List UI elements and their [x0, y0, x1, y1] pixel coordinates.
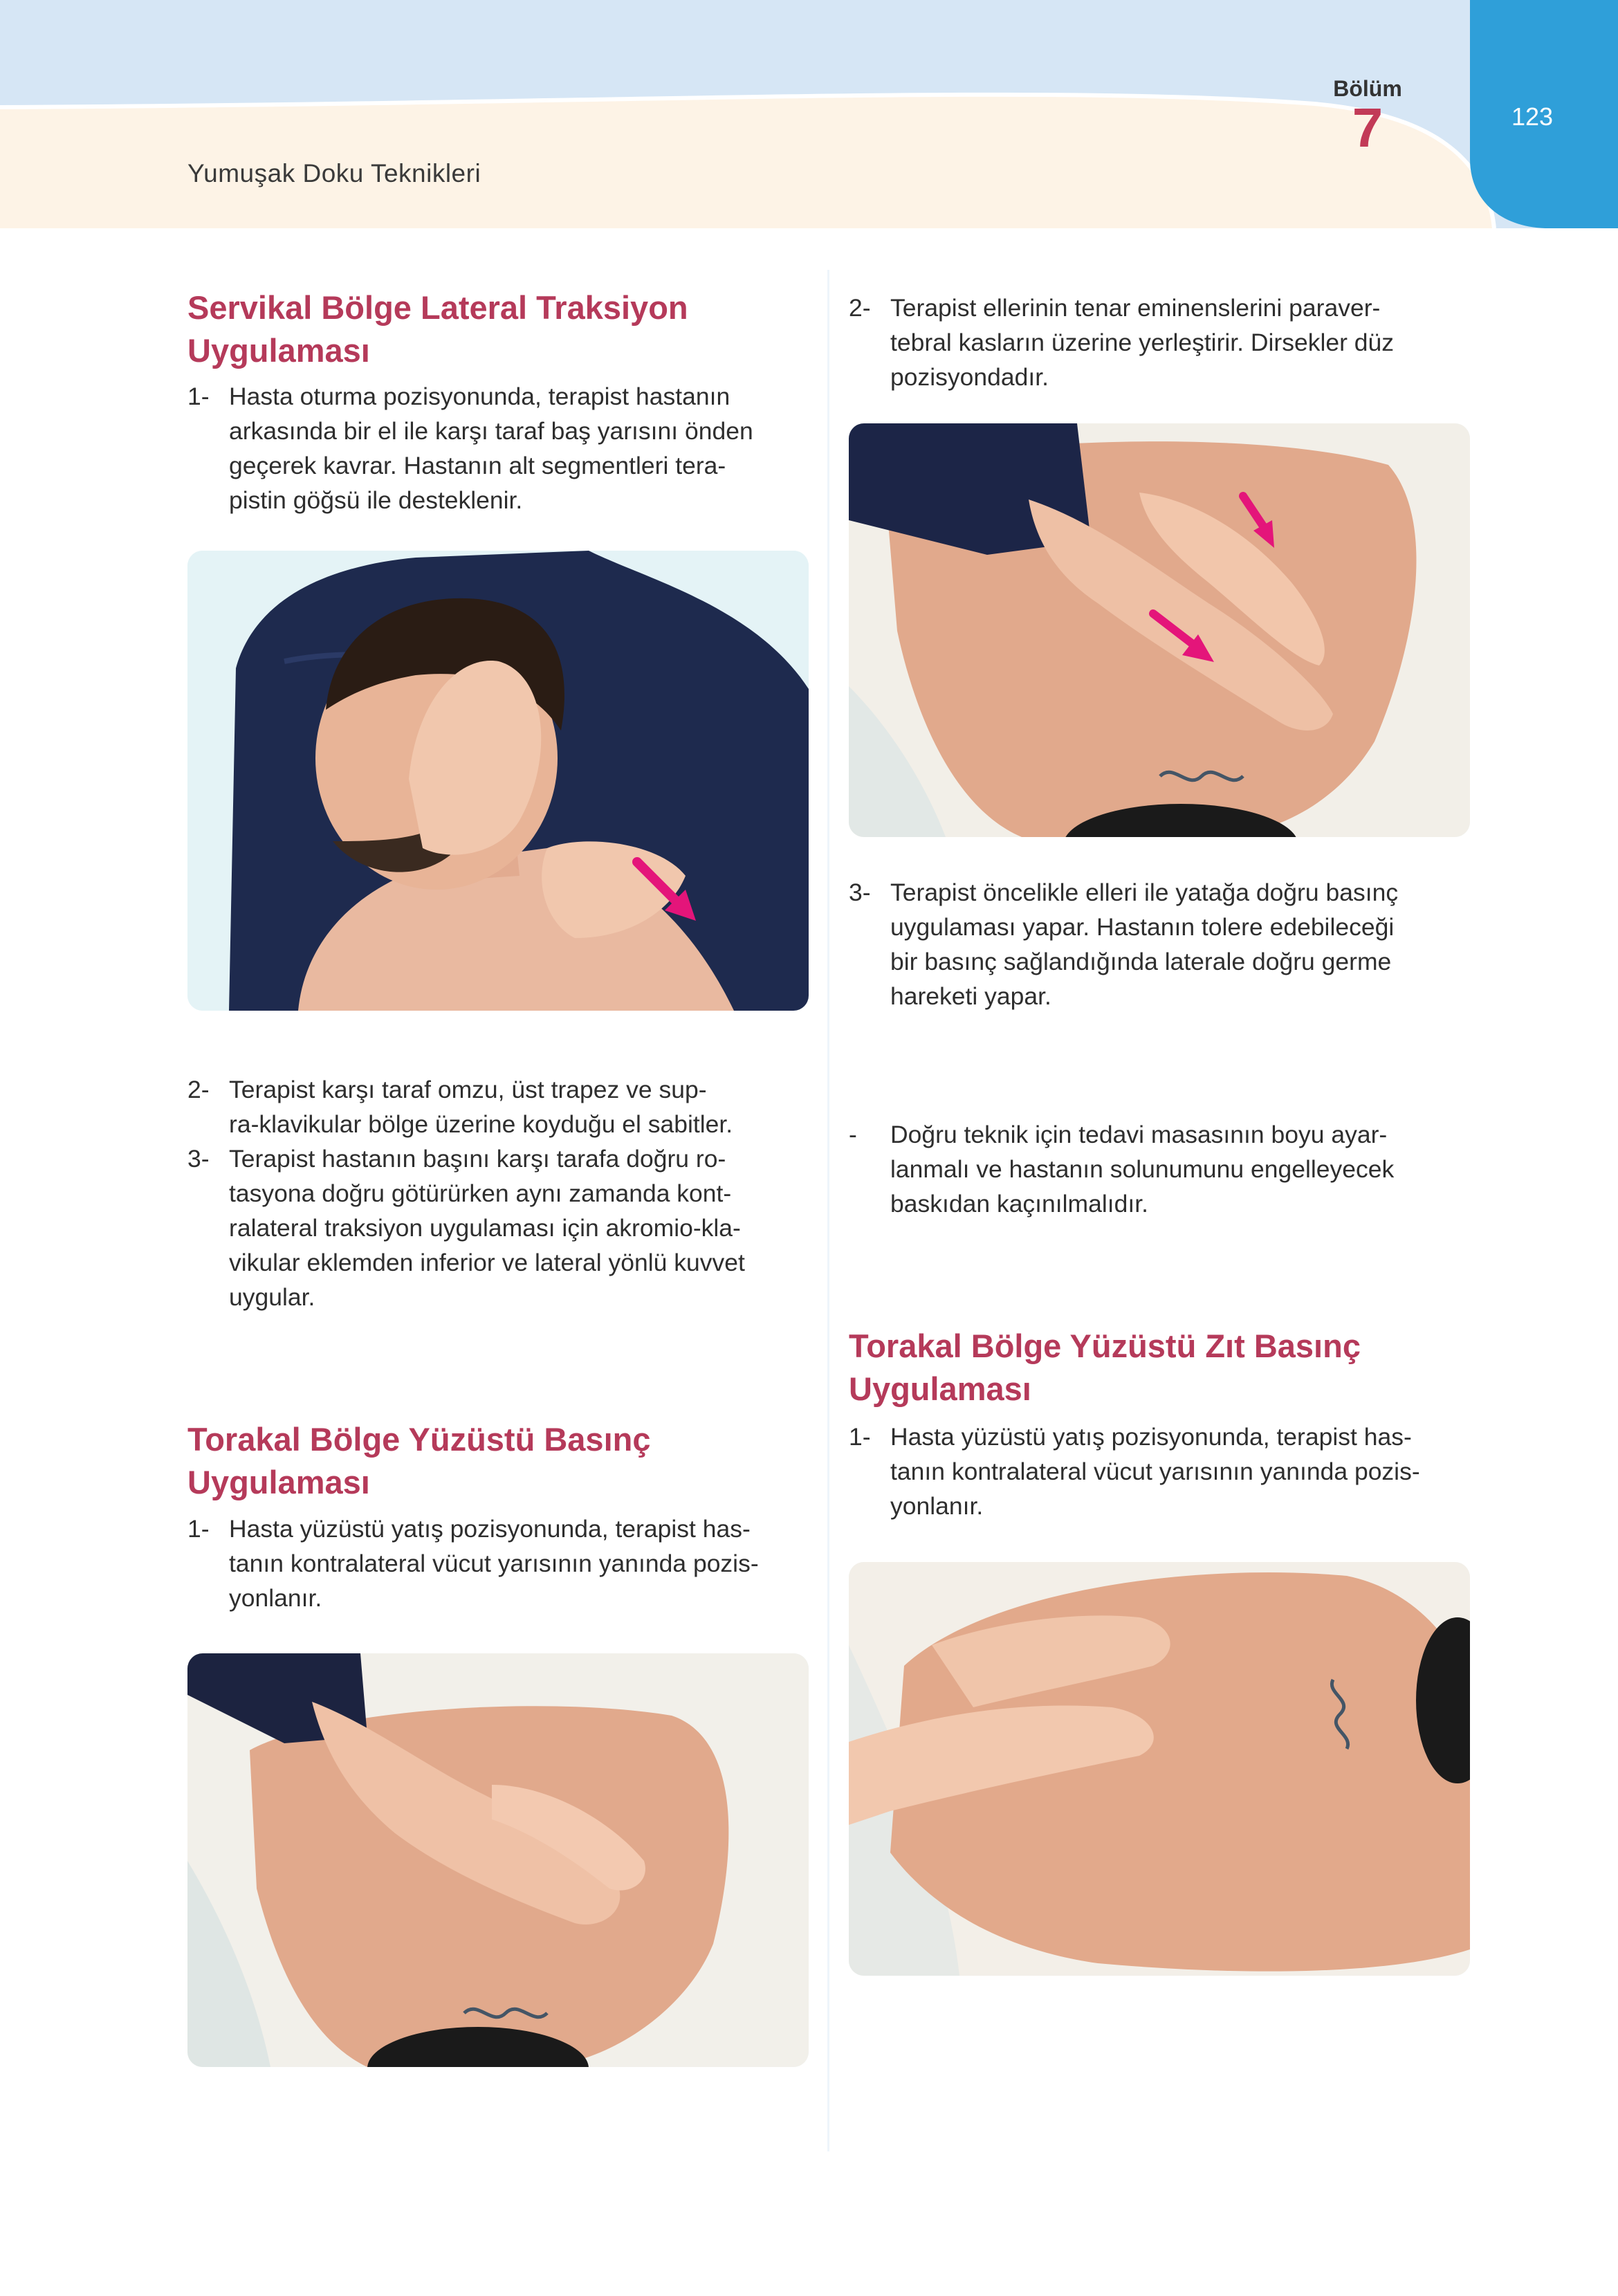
- text-line: geçerek kavrar. Hastanın alt segmentleri tera-: [229, 452, 726, 479]
- text-line: Terapist karşı taraf omzu, üst trapez ve sup-: [229, 1076, 707, 1103]
- text-line: uygular.: [229, 1283, 315, 1311]
- section-heading-torakal-basinc: [187, 1418, 810, 1504]
- column-divider: [827, 270, 829, 2151]
- text-line: Terapist ellerinin tenar eminenslerini paraver-: [890, 294, 1381, 322]
- heading-line: Torakal Bölge Yüzüstü Zıt Basınç: [849, 1328, 1361, 1364]
- text-line: tasyona doğru götürürken aynı zamanda kont-: [229, 1179, 732, 1207]
- step-item: [849, 291, 1470, 394]
- text-line: baskıdan kaçınılmalıdır.: [890, 1190, 1148, 1218]
- text-line: uygulaması yapar. Hastanın tolere edebileceği: [890, 913, 1395, 941]
- step-number: 2-: [187, 1076, 210, 1103]
- section-heading-torakal-zit-basinc: [849, 1325, 1471, 1411]
- note-bullet: -: [849, 1121, 857, 1148]
- text-line: hareketi yapar.: [890, 982, 1051, 1010]
- text-line: tanın kontralateral vücut yarısının yanında pozis-: [229, 1550, 759, 1577]
- text-line: Hasta yüzüstü yatış pozisyonunda, terapist has-: [890, 1423, 1412, 1451]
- step-item: [849, 875, 1470, 1013]
- step-number: 3-: [849, 879, 871, 906]
- section-heading-servikal: [187, 286, 810, 372]
- step-number: 1-: [187, 1515, 210, 1543]
- heading-line: Uygulaması: [187, 1464, 370, 1500]
- text-line: tanın kontralateral vücut yarısının yanında pozis-: [890, 1458, 1420, 1485]
- step-number: 1-: [187, 383, 210, 410]
- text-line: arkasında bir el ile karşı taraf baş yarısını önden: [229, 417, 753, 445]
- text-line: yonlanır.: [229, 1584, 322, 1612]
- photo-paravertebral-placement: [849, 423, 1470, 837]
- note-item: [849, 1117, 1470, 1221]
- text-line: vikular eklemden inferior ve lateral yönlü kuvvet: [229, 1249, 745, 1276]
- text-line: lanmalı ve hastanın solunumunu engelleyecek: [890, 1155, 1395, 1183]
- text-line: Hasta yüzüstü yatış pozisyonunda, terapist has-: [229, 1515, 751, 1543]
- text-line: bir basınç sağlandığında laterale doğru germe: [890, 948, 1392, 975]
- step-number: 1-: [849, 1423, 871, 1451]
- step-item: [187, 379, 809, 517]
- step-item: [187, 1512, 809, 1615]
- step-item: [187, 1072, 809, 1141]
- heading-line: Uygulaması: [849, 1370, 1031, 1407]
- page-number: 123: [1511, 102, 1554, 131]
- text-line: Terapist hastanın başını karşı tarafa doğru ro-: [229, 1145, 726, 1173]
- photo-thoracic-counter-pressure: [849, 1562, 1470, 1976]
- heading-line: Torakal Bölge Yüzüstü Basınç: [187, 1421, 651, 1458]
- text-line: ra-klavikular bölge üzerine koyduğu el sabitler.: [229, 1110, 733, 1138]
- step-item: [187, 1141, 809, 1314]
- text-line: Doğru teknik için tedavi masasının boyu ayar-: [890, 1121, 1388, 1148]
- text-line: ralateral traksiyon uygulaması için akromio-kla-: [229, 1214, 741, 1242]
- heading-line: Uygulaması: [187, 332, 370, 369]
- photo-cervical-traction: [187, 551, 809, 1011]
- text-line: Terapist öncelikle elleri ile yatağa doğru basınç: [890, 879, 1399, 906]
- step-number: 3-: [187, 1145, 210, 1173]
- step-item: [849, 1420, 1470, 1523]
- chapter-number: 7: [1352, 97, 1383, 158]
- heading-line: Servikal Bölge Lateral Traksiyon: [187, 289, 688, 326]
- text-line: pozisyondadır.: [890, 363, 1049, 391]
- photo-thoracic-prone-pressure: [187, 1653, 809, 2067]
- chapter-label: Bölüm: [1333, 76, 1402, 101]
- text-line: pistin göğsü ile desteklenir.: [229, 486, 523, 514]
- text-line: yonlanır.: [890, 1492, 984, 1520]
- running-title: Yumuşak Doku Teknikleri: [187, 159, 481, 187]
- step-number: 2-: [849, 294, 871, 322]
- page-header: [0, 0, 1618, 228]
- text-line: tebral kasların üzerine yerleştirir. Dirsekler düz: [890, 329, 1395, 356]
- text-line: Hasta oturma pozisyonunda, terapist hastanın: [229, 383, 730, 410]
